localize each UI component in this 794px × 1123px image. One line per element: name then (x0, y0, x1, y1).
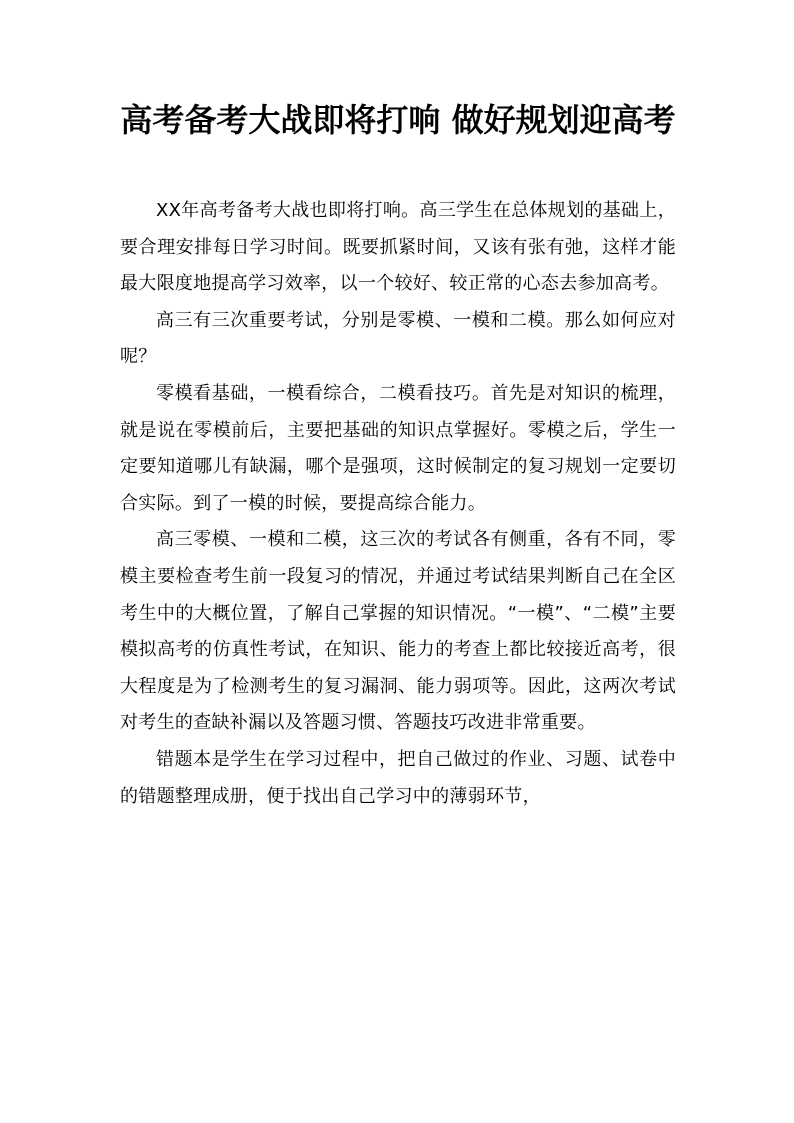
paragraph-1: XX年高考备考大战也即将打响。高三学生在总体规划的基础上，要合理安排每日学习时间。既要抓紧时间，又该有张有弛，这样才能最大限度地提高学习效率，以一个较好、较正常的心态去参加高考。 (120, 200, 676, 295)
paragraph-5: 错题本是学生在学习过程中，把自己做过的作业、习题、试卷中的错题整理成册，便于找出自己学习中的薄弱环节， (120, 748, 676, 807)
document-body (120, 193, 676, 815)
document-title: 高考备考大战即将打响 做好规划迎高考 (120, 101, 676, 139)
paragraph-4: 高三零模、一模和二模，这三次的考试各有侧重，各有不同，零模主要检查考生前一段复习的情况，并通过考试结果判断自己在全区考生中的大概位置，了解自己掌握的知识情况。“一模”、“二模”主要模拟高考的仿真性考试，在知识、能力的考查上都比较接近高考，很大程度是为了检测考生的复习漏洞、能力弱项等。因此，这两次考试对考生的查缺补漏以及答题习惯、答题技巧改进非常重要。 (120, 529, 676, 734)
paragraph-2: 高三有三次重要考试，分别是零模、一模和二模。那么如何应对呢？ (120, 309, 676, 368)
paragraph-3: 零模看基础，一模看综合，二模看技巧。首先是对知识的梳理，就是说在零模前后，主要把基础的知识点掌握好。零模之后，学生一定要知道哪儿有缺漏，哪个是强项，这时候制定的复习规划一定要切合实际。到了一模的时候，要提高综合能力。 (120, 382, 676, 514)
